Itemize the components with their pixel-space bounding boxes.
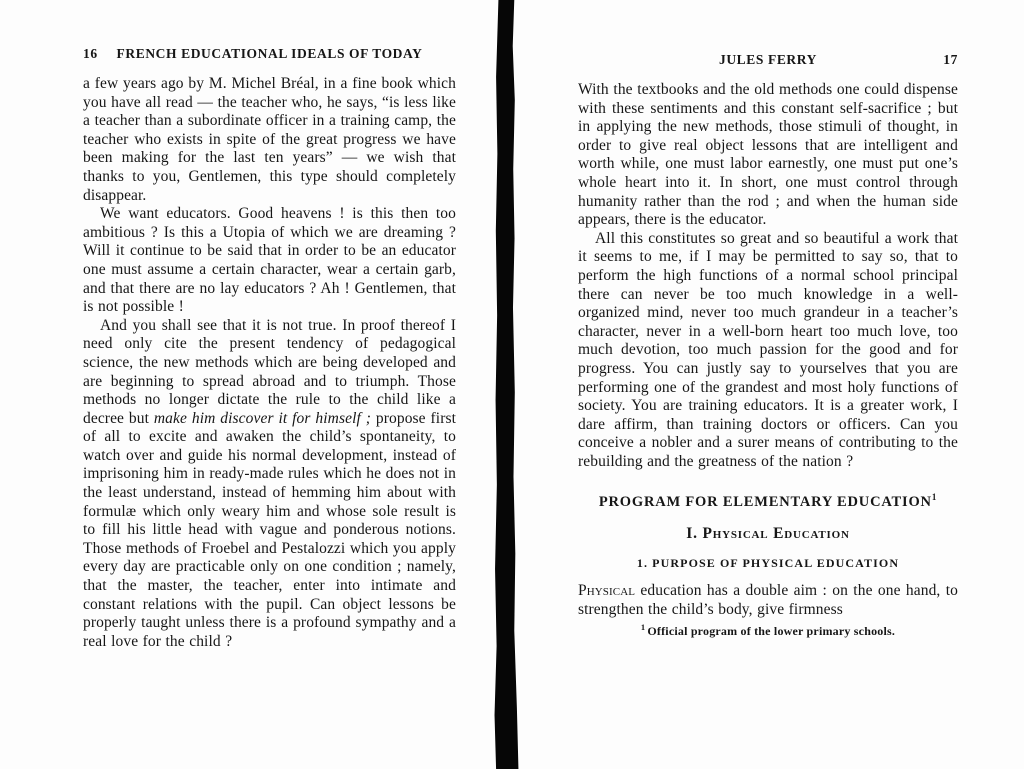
left-page <box>83 46 456 651</box>
paragraph <box>578 582 958 619</box>
footnote-text: Official program of the lower primary schools. <box>647 624 896 639</box>
left-page-header <box>83 46 456 62</box>
paragraph: With the textbooks and the old methods one could dispense with these sentiments and this constant self-sacrifice ; but in applying the new methods, those stimuli of thought, in order to give real object lessons that are intelligent and worth while, one must labor earnestly, one must put one’s whole heart into it. In short, one must control through humanity rather than the rod ; and when the human side appears, there is the educator. <box>578 81 958 229</box>
section-title-text: PROGRAM FOR ELEMENTARY EDUCATION <box>598 494 932 511</box>
paragraph-text: propose first of all to excite and awaken the child’s spontaneity, to watch over and guide his normal development, instead of imprisoning him in ready-made rules which he does not in the least understand, instead of hemming him about with formulæ which only weary him and whose sole result is to fill his little head with vague and ponderous notions. Those methods of Froebel and Pestalozzi which you apply every day are practicable only on one condition ; namely, that the master, the teacher, enter into intimate and constant relations with the pupil. Can object lessons be properly taught unless there is a profound sympathy and a real love for the child ? <box>83 409 456 650</box>
paragraph-text: education has a double aim : on the one hand, to strengthen the child’s body, give firmness <box>578 582 958 618</box>
right-page <box>578 52 958 639</box>
footnote-marker: 1 <box>931 492 938 503</box>
left-page-number: 16 <box>83 46 98 61</box>
paragraph <box>83 317 456 652</box>
footnote-marker: 1 <box>640 622 646 633</box>
subsection-heading: 1. PURPOSE OF PHYSICAL EDUCATION <box>636 556 900 571</box>
right-running-title: JULES FERRY <box>718 52 817 67</box>
section-title <box>578 492 958 511</box>
binding-gutter-shadow <box>494 0 520 769</box>
left-running-title: FRENCH EDUCATIONAL IDEALS OF TODAY <box>116 46 423 61</box>
right-page-number: 17 <box>943 52 958 67</box>
right-page-header <box>578 52 958 68</box>
paragraph: We want educators. Good heavens ! is this then too ambitious ? Is this a Utopia of which we are dreaming ? Will it continue to be said that in order to be an educator one must assume a certain character, wear a certain garb, and that there are no lay educators ? Ah ! Gentlemen, that is not possible ! <box>83 205 456 316</box>
lead-small-caps: Physical <box>578 582 636 600</box>
section-subtitle: I. Physical Education <box>686 525 850 543</box>
footnote <box>578 622 958 639</box>
italic-phrase: make him discover it for himself ; <box>153 409 372 427</box>
paragraph: All this constitutes so great and so beautiful a work that it seems to me, if I may be permitted to say so, that to perform the high functions of a normal school principal there can never be too much knowledge in a well-organized mind, never too much grandeur in a teacher’s character, never in a well-born heart too much love, too much devotion, too much passion for the good and for progress. You can justly say to yourselves that you are performing one of the grandest and most holy functions of society. You are training educators. It is a greater work, I dare affirm, than training doctors or officers. Can you conceive a nobler and a surer means of contributing to the rebuilding and the greatness of the nation ? <box>578 229 958 470</box>
paragraph: a few years ago by M. Michel Bréal, in a fine book which you have all read — the teacher who, he says, “is less like a teacher than a subordinate officer in a training camp, the teacher who exists in spite of the great progress we have been making for the last ten years” — we wish that thanks to you, Gentlemen, this type should completely disappear. <box>83 75 456 204</box>
paragraph-text: And you shall see that it is not true. In proof thereof I need only cite the present tendency of pedagogical science, the new methods which are being developed and are beginning to spread abroad and to triumph. Those methods no longer dictate the rule to the child like a decree but <box>83 316 456 427</box>
